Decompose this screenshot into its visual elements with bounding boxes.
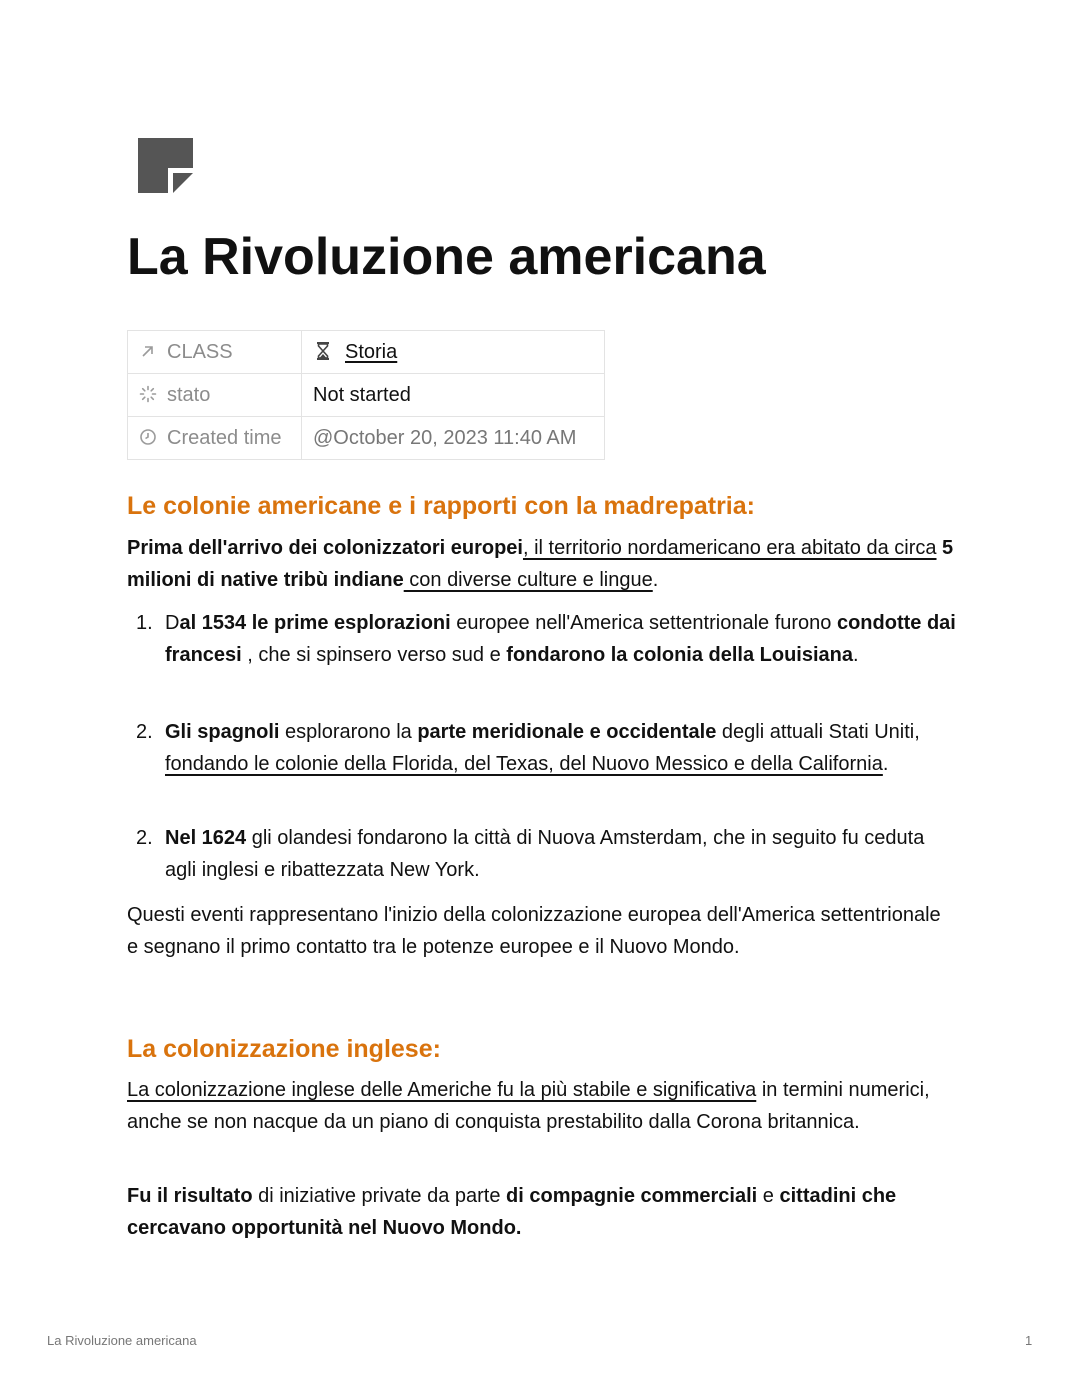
list-item-text (165, 607, 957, 671)
arrow-up-right-icon (139, 342, 157, 360)
text-plain: , che si spinsero verso sud e (241, 644, 507, 666)
outro-paragraph: Questi eventi rappresentano l'inizio della colonizzazione europea dell'America settentrionale e segnano il primo contatto tra le potenze europee e il Nuovo Mondo. (127, 904, 941, 958)
list-number: 2. (136, 721, 153, 743)
text-bold: fondarono la colonia della Louisiana (506, 644, 854, 666)
text-underlined: fondando le colonie della Florida, del Texas, del Nuovo Messico e della California (165, 753, 883, 775)
hourglass-icon (313, 341, 333, 361)
clock-icon (139, 428, 157, 446)
properties-table (127, 330, 605, 460)
paragraph (127, 1074, 957, 1138)
list-item (127, 607, 957, 671)
property-value[interactable] (302, 331, 605, 374)
text-bold: Prima dell'arrivo dei colonizzatori europei (127, 537, 523, 559)
property-value[interactable] (302, 417, 605, 460)
status-value: Not started (313, 383, 411, 406)
text-bold: cittadini che cercavano opportunità nel Nuovo Mondo. (127, 1185, 897, 1239)
text-bold: condotte dai francesi (165, 612, 956, 666)
property-row-stato (128, 374, 605, 417)
section-heading-colonizzazione-inglese: La colonizzazione inglese: (127, 1035, 441, 1063)
list-item-text (165, 716, 957, 780)
created-time-value: @October 20, 2023 11:40 AM (313, 426, 577, 449)
property-key-label: stato (167, 383, 211, 406)
text-plain: in termini numerici, anche se non nacque da un piano di conquista prestabilito dalla Corona britannica. (127, 1079, 930, 1133)
text-underlined: con diverse culture e lingue (403, 569, 653, 591)
text-bold: 5 milioni di native tribù indiane (127, 537, 954, 591)
text-bold: Nel 1624 (165, 827, 247, 849)
property-value[interactable] (302, 374, 605, 417)
text-plain: e (757, 1185, 780, 1207)
footer-page-number: 1 (1025, 1333, 1033, 1348)
property-row-created-time (128, 417, 605, 460)
property-key[interactable] (128, 331, 302, 374)
text-plain: europee nell'America settentrionale furono (450, 612, 837, 634)
text-bold: al 1534 le prime esplorazioni (179, 612, 451, 634)
text-plain: . (882, 753, 889, 775)
text-plain: di iniziative private da parte (252, 1185, 507, 1207)
section-heading-colonie: Le colonie americane e i rapporti con la madrepatria: (127, 492, 755, 520)
text-plain: . (652, 569, 659, 591)
list-item-text (165, 822, 957, 886)
property-key-label: CLASS (167, 340, 233, 363)
property-key-label: Created time (167, 426, 282, 449)
text-underlined: La colonizzazione inglese delle Americhe fu la più stabile e significativa (127, 1079, 757, 1101)
text-bold: Gli spagnoli (165, 721, 280, 743)
footer-title: La Rivoluzione americana (47, 1333, 197, 1348)
paragraph (127, 1180, 957, 1244)
list-number: 2. (136, 827, 153, 849)
text-plain: . (853, 644, 859, 666)
text-plain: D (165, 612, 180, 634)
text-bold: parte meridionale e occidentale (417, 721, 717, 743)
text-bold: Fu il risultato (127, 1185, 253, 1207)
text-plain: gli olandesi fondarono la città di Nuova Amsterdam, che in seguito fu ceduta agli inglesi e ribattezzata New York. (165, 827, 925, 881)
list-item (127, 716, 957, 780)
property-row-class (128, 331, 605, 374)
text-plain: esplorarono la (279, 721, 418, 743)
text-bold: di compagnie commerciali (506, 1185, 758, 1207)
property-key[interactable] (128, 374, 302, 417)
text-plain: degli attuali Stati Uniti, (716, 721, 920, 743)
property-key[interactable] (128, 417, 302, 460)
list-number: 1. (136, 612, 153, 634)
intro-paragraph (127, 532, 957, 596)
text-underlined: , il territorio nordamericano era abitato da circa (522, 537, 937, 559)
page-title: La Rivoluzione americana (127, 228, 766, 286)
document-page-icon (138, 138, 193, 193)
list-item (127, 822, 957, 886)
loading-status-icon (139, 385, 157, 403)
class-link[interactable]: Storia (345, 340, 398, 363)
